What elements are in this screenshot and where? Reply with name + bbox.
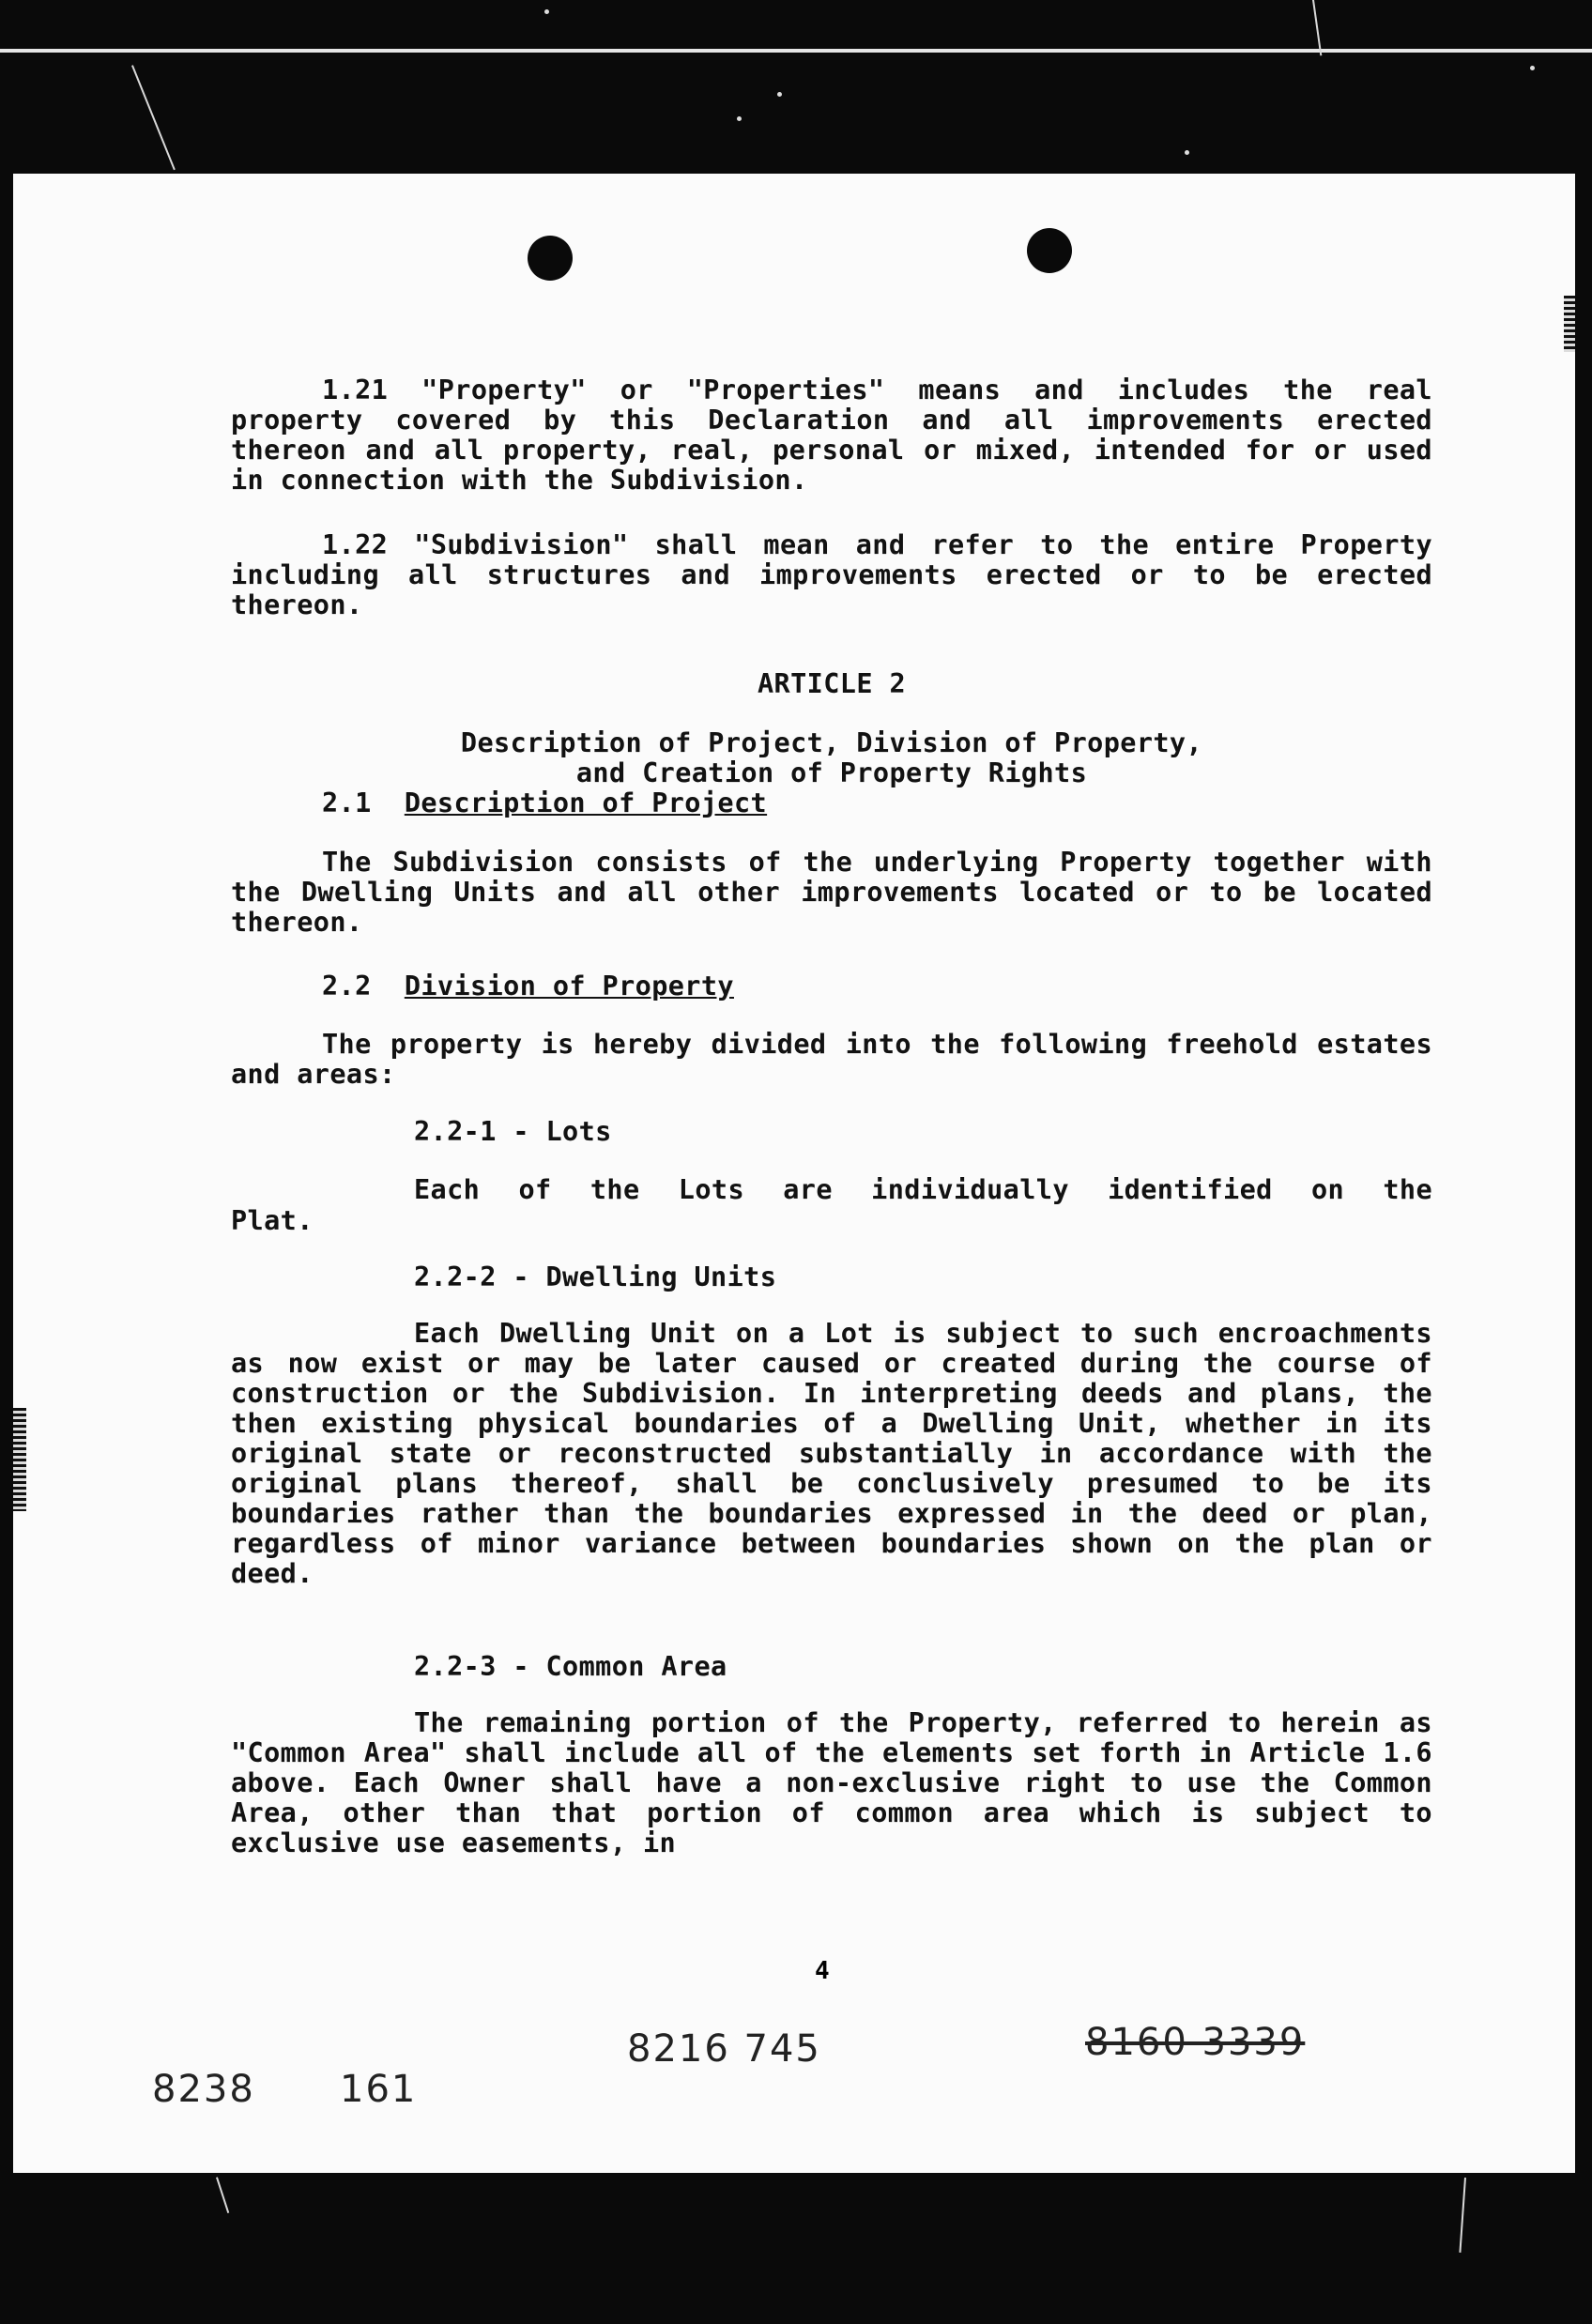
section-number: 2.2 (322, 971, 372, 1001)
sub-2-2-1-text: Each of the Lots are individually identified on the (414, 1174, 1432, 1205)
article-title-line1: Description of Project, Division of Property, (460, 727, 1203, 758)
sub-2-2-1-title: 2.2-1 - Lots (414, 1116, 612, 1147)
punch-hole-left (528, 236, 573, 281)
scan-speck (1530, 66, 1535, 70)
scan-speck (737, 116, 742, 121)
section-2-2-heading (322, 971, 1167, 1001)
section-2-1-text: The Subdivision consists of the underlying Property together with the Dwelling Units and all other improvements located or to be located thereon. (231, 847, 1432, 938)
sub-2-2-3-text: The remaining portion of the Property, referred to herein as "Common Area" shall include all of the elements set forth in Article 1.6 above. Each Owner shall have a non-exclusive right to use the Common Area, other than that portion of common area which is subject to exclusive use easements, in (231, 1707, 1432, 1858)
sub-2-2-2-title: 2.2-2 - Dwelling Units (414, 1261, 777, 1292)
scan-edge-noise (1564, 296, 1575, 352)
scan-top-rule (0, 49, 1592, 53)
recording-stamp-struck: 8160 3339 (1085, 2021, 1306, 2064)
recording-stamp-book: 8238 (152, 2068, 255, 2111)
section-2-1-heading (322, 788, 1167, 818)
scan-speck (1185, 150, 1189, 155)
para-1-22: 1.22 "Subdivision" shall mean and refer to the entire Property including all structures and improvements erected or to be erected thereon. (231, 529, 1432, 620)
sub-2-2-2-text: Each Dwelling Unit on a Lot is subject to such encroachments as now exist or may be later caused or created during the course of construction or the Subdivision. In interpreting deeds and plans, the then existing physical boundaries of a Dwelling Unit, whether in its original state or reconstructed substantially in accordance with the original plans thereof, shall be conclusively presumed to be its boundaries rather than the boundaries expressed in the deed or plan, regardless of minor variance between boundaries shown on the plan or deed. (231, 1318, 1432, 1589)
section-number: 2.1 (322, 787, 372, 818)
scan-speck (777, 92, 782, 97)
article-heading: ARTICLE 2 (757, 668, 907, 699)
scan-scratch (216, 2177, 229, 2213)
sub-2-2-3-title: 2.2-3 - Common Area (414, 1651, 727, 1682)
section-title: Division of Property (404, 971, 734, 1001)
sub-2-2-1-text-end: Plat. (231, 1205, 314, 1236)
scan-scratch (131, 65, 176, 170)
article-title-line2: and Creation of Property Rights (575, 757, 1088, 788)
section-title: Description of Project (404, 787, 768, 818)
scan-scratch (1312, 0, 1322, 55)
section-2-2-text: The property is hereby divided into the following freehold estates and areas: (231, 1029, 1432, 1090)
scan-speck (544, 9, 549, 14)
scan-edge-noise (13, 1408, 26, 1511)
document-page (13, 174, 1575, 2173)
page-number: 4 (815, 1957, 830, 1985)
para-1-21: 1.21 "Property" or "Properties" means and includes the real property covered by this Declaration and all improvements erected thereon and all property, real, personal or mixed, intended for or used in connection with the Subdivision. (231, 375, 1432, 496)
recording-stamp-page: 161 (340, 2068, 418, 2111)
recording-stamp-center: 8216 745 (627, 2027, 821, 2071)
punch-hole-right (1027, 228, 1072, 273)
scan-scratch (1459, 2178, 1466, 2253)
